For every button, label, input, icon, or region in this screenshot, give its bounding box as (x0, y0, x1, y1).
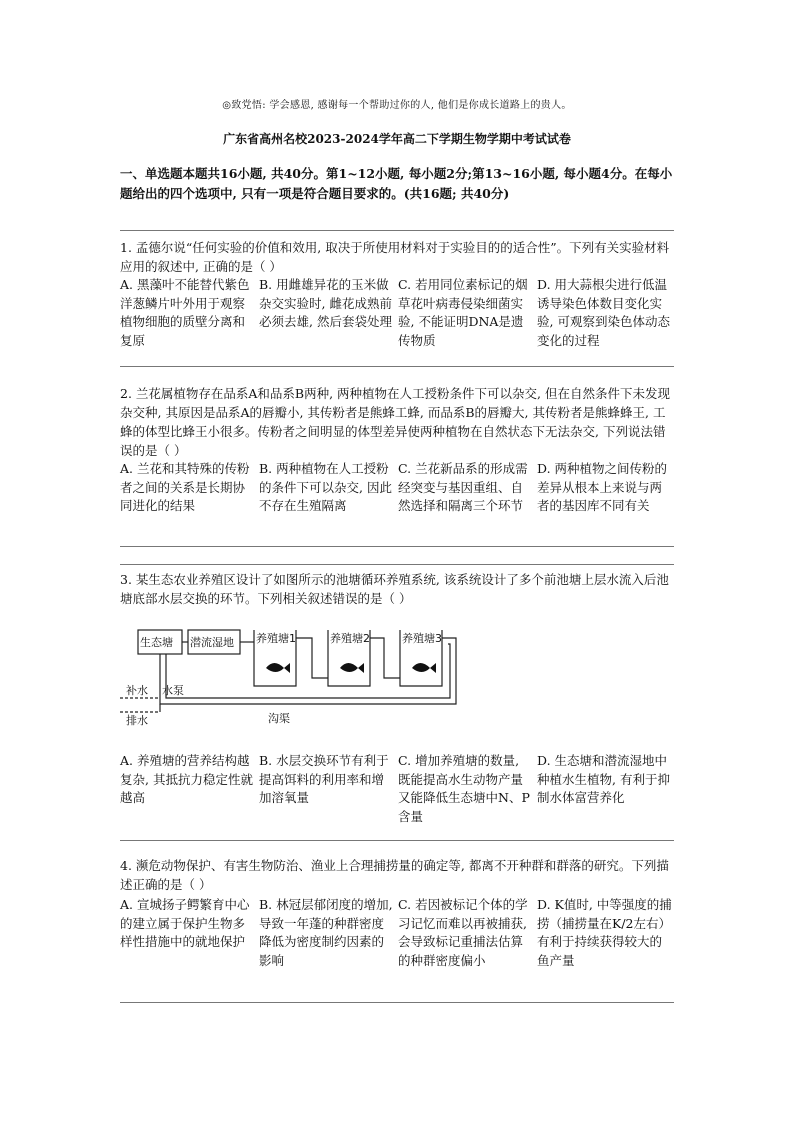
question-1-options (120, 276, 676, 350)
fish-icon (412, 663, 436, 673)
question-3-option-d[interactable]: D. 生态塘和潜流湿地中种植水生植物, 有利于抑制水体富营养化 (537, 753, 670, 805)
question-4-option-c[interactable]: C. 若因被标记个体的学习记忆而难以再被捕获, 会导致标记重捕法估算的种群密度偏小 (398, 897, 528, 968)
label-pump: 水泵 (162, 684, 184, 697)
question-3-stem: 3. 某生态农业养殖区设计了如图所示的池塘循环养殖系统, 该系统设计了多个前池塘上层水流入后池塘底部水层交换的环节。下列相关叙述错误的是（ ） (120, 572, 669, 606)
label-wetland: 潜流湿地 (190, 636, 234, 649)
label-refill: 补水 (126, 684, 148, 697)
question-4-option-a[interactable]: A. 宣城扬子鳄繁育中心的建立属于保护生物多样性措施中的就地保护 (120, 897, 250, 949)
question-4-option-b[interactable]: B. 林冠层郁闭度的增加, 导致一年蓬的种群密度降低为密度制约因素的影响 (259, 897, 393, 968)
question-1-option-c[interactable]: C. 若用同位素标记的烟草花叶病毒侵染细菌实验, 不能证明DNA是遗传物质 (398, 277, 528, 348)
label-pond-2: 养殖塘2 (330, 632, 370, 645)
question-4-stem: 4. 濒危动物保护、有害生物防治、渔业上合理捕捞量的确定等, 都离不开种群和群落的研究。下列描述正确的是（ ） (120, 858, 669, 892)
question-4-option-d[interactable]: D. K值时, 中等强度的捕捞（捕捞量在K/2左右）有利于持续获得较大的鱼产量 (537, 897, 672, 968)
label-drain: 排水 (126, 714, 148, 727)
divider (120, 546, 674, 547)
question-1-option-d[interactable]: D. 用大蒜根尖进行低温诱导染色体数目变化实验, 可观察到染色体动态变化的过程 (537, 277, 670, 348)
label-eco-pond: 生态塘 (140, 636, 173, 649)
question-3-option-b[interactable]: B. 水层交换环节有利于提高饵料的利用率和增加溶氧量 (259, 753, 389, 805)
divider (120, 840, 674, 841)
fish-icon (340, 663, 364, 673)
question-3-options (120, 752, 676, 826)
question-2-option-d[interactable]: D. 两种植物之间传粉的差异从根本上来说与两者的基因库不同有关 (537, 461, 668, 513)
question-1-stem: 1. 孟德尔说“任何实验的价值和效用, 取决于所使用材料对于实验目的的适合性”。下列有关实验材料应用的叙述中, 正确的是（ ） (120, 240, 670, 274)
question-2-option-c[interactable]: C. 兰花新品系的形成需经突变与基因重组、自然选择和隔离三个环节 (398, 461, 528, 513)
page-title: 广东省高州名校2023-2024学年高二下学期生物学期中考试试卷 (223, 132, 571, 146)
pond-system-diagram (118, 620, 466, 734)
question-2-options (120, 460, 676, 516)
motto: ◎致党悟: 学会感恩, 感谢每一个帮助过你的人, 他们是你成长道路上的贵人。 (222, 100, 572, 111)
divider (120, 564, 674, 565)
question-2-stem: 2. 兰花属植物存在品系A和品系B两种, 两种植物在人工授粉条件下可以杂交, 但在自然条件下未发现杂交种, 其原因是品系A的唇瓣小, 其传粉者是熊蜂工蜂, 而品系B的唇瓣大, 其传粉者是熊蜂蜂王, 工蜂的体型比蜂王小很多。传粉者之间明显的体型差异使两种植物在自然状态下无法杂交, 下列说法错误的是（ ） (120, 386, 671, 458)
question-3-option-c[interactable]: C. 增加养殖塘的数量, 既能提高水生动物产量又能降低生态塘中N、P含量 (398, 753, 530, 824)
divider (120, 230, 674, 231)
label-ditch: 沟渠 (268, 712, 290, 725)
question-4-options (120, 896, 676, 970)
divider (120, 366, 674, 367)
question-1-option-b[interactable]: B. 用雌雄异花的玉米做杂交实验时, 雌花成熟前必须去雄, 然后套袋处理 (259, 277, 392, 329)
question-3-option-a[interactable]: A. 养殖塘的营养结构越复杂, 其抵抗力稳定性就越高 (120, 753, 253, 805)
question-2-option-a[interactable]: A. 兰花和其特殊的传粉者之间的关系是长期协同进化的结果 (120, 461, 250, 513)
label-pond-1: 养殖塘1 (256, 632, 296, 645)
label-pond-3: 养殖塘3 (402, 632, 442, 645)
question-1-option-a[interactable]: A. 黑藻叶不能替代紫色洋葱鳞片叶外用于观察植物细胞的质壁分离和复原 (120, 277, 250, 348)
divider (120, 1002, 674, 1003)
fish-icon (266, 663, 290, 673)
question-2-option-b[interactable]: B. 两种植物在人工授粉的条件下可以杂交, 因此不存在生殖隔离 (259, 461, 392, 513)
section-instructions: 一、单选题本题共16小题, 共40分。第1~12小题, 每小题2分;第13~16小题, 每小题4分。在每小题给出的四个选项中, 只有一项是符合题目要求的。(共16题; 共40分) (120, 166, 673, 201)
